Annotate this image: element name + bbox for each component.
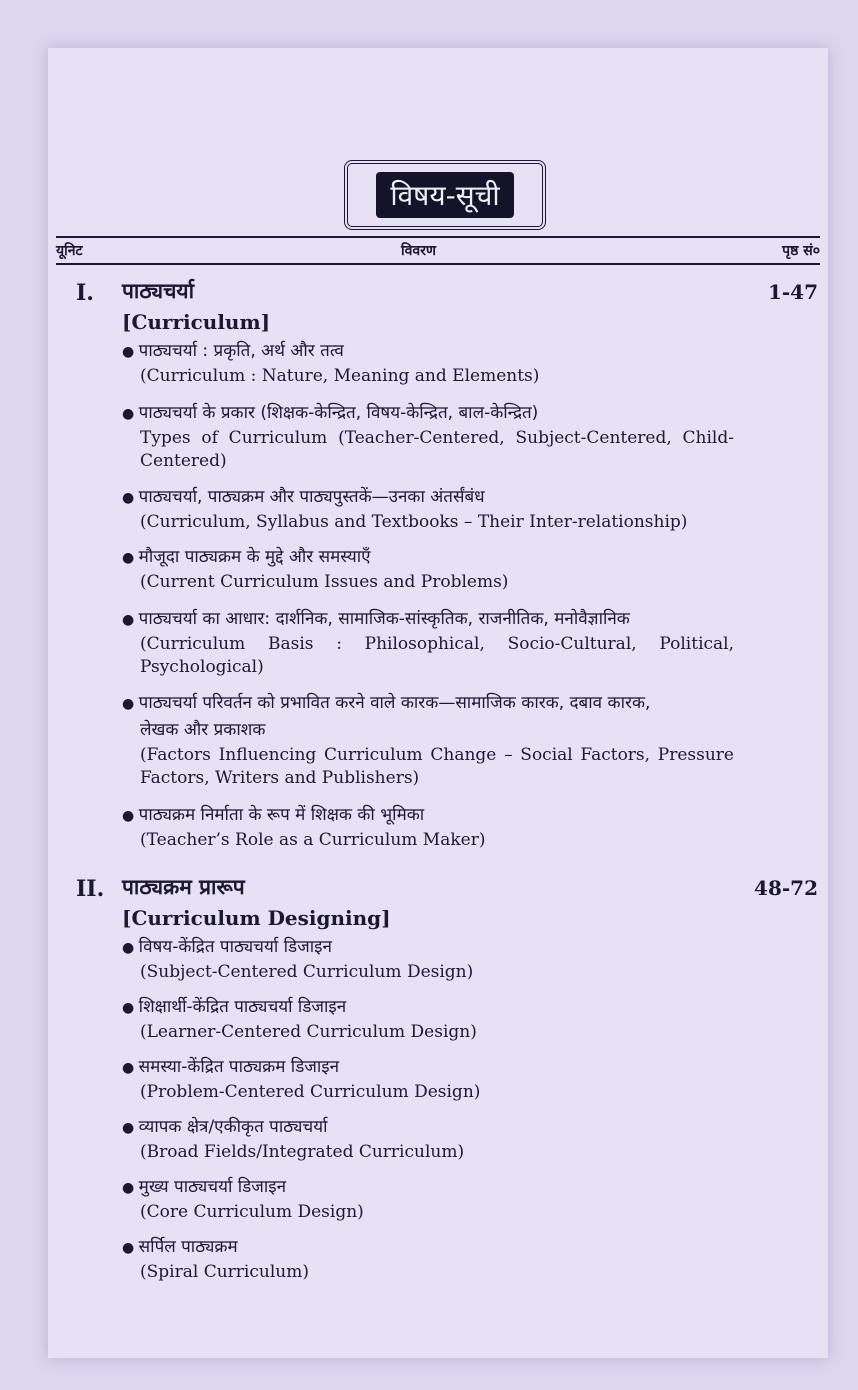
entry-hindi: ● पाठ्यचर्या परिवर्तन को प्रभावित करने वाले कारक—सामाजिक कारक, दबाव कारक, <box>122 690 734 717</box>
entry-hindi: ● समस्या-केंद्रित पाठ्यक्रम डिजाइन <box>122 1054 734 1081</box>
entry-english: (Broad Fields/Integrated Curriculum) <box>140 1142 465 1162</box>
entry-hindi: ● व्यापक क्षेत्र/एकीकृत पाठ्यचर्या <box>122 1114 734 1141</box>
header-bottom-rule <box>56 263 820 265</box>
entry-hindi: ● पाठ्यक्रम निर्माता के रूप में शिक्षक की भूमिका <box>122 802 734 829</box>
unit-title-english: [Curriculum] <box>122 310 271 334</box>
entry-english: (Current Curriculum Issues and Problems) <box>140 572 509 592</box>
toc-entry <box>122 934 734 984</box>
entry-english: (Learner-Centered Curriculum Design) <box>140 1022 477 1042</box>
unit-title-hindi: पाठ्यचर्या <box>122 279 195 303</box>
entry-hindi: ● मौजूदा पाठ्यक्रम के मुद्दे और समस्याएँ <box>122 544 734 571</box>
unit-title-english: [Curriculum Designing] <box>122 906 391 930</box>
toc-entry <box>122 1114 734 1164</box>
entry-english: (Problem-Centered Curriculum Design) <box>140 1082 481 1102</box>
toc-entry <box>122 802 734 852</box>
entry-english: (Teacher’s Role as a Curriculum Maker) <box>140 830 486 850</box>
unit-numeral: I. <box>76 280 94 306</box>
entry-hindi: ● पाठ्यचर्या के प्रकार (शिक्षक-केन्द्रित, विषय-केन्द्रित, बाल-केन्द्रित) <box>122 400 734 427</box>
toc-title: विषय-सूची <box>376 172 513 218</box>
header-top-rule <box>56 236 820 238</box>
entry-english: (Subject-Centered Curriculum Design) <box>140 962 474 982</box>
entry-english: (Spiral Curriculum) <box>140 1262 309 1282</box>
header-unit: यूनिट <box>56 243 83 259</box>
entry-hindi: ● पाठ्यचर्या : प्रकृति, अर्थ और तत्व <box>122 338 734 365</box>
toc-entry <box>122 338 734 388</box>
header-description: विवरण <box>401 243 437 259</box>
toc-entry <box>122 690 734 790</box>
entry-english: (Curriculum, Syllabus and Textbooks – Their Inter-relationship) <box>140 512 688 532</box>
toc-entry <box>122 1174 734 1224</box>
header-page-no: पृष्ठ सं० <box>782 243 820 259</box>
toc-entry <box>122 606 734 679</box>
toc-page <box>48 48 828 1358</box>
entry-english: (Curriculum Basis : Philosophical, Socio-Cultural, Political, Psychological) <box>140 634 734 677</box>
entry-english: (Curriculum : Nature, Meaning and Elements) <box>140 366 540 386</box>
toc-entry <box>122 400 734 473</box>
entry-hindi: ● शिक्षार्थी-केंद्रित पाठ्यचर्या डिजाइन <box>122 994 734 1021</box>
unit-title-hindi: पाठ्यक्रम प्रारूप <box>122 875 245 899</box>
entry-hindi: ● पाठ्यचर्या का आधार: दार्शनिक, सामाजिक-सांस्कृतिक, राजनीतिक, मनोवैज्ञानिक <box>122 606 734 633</box>
toc-title-frame <box>344 160 546 230</box>
entry-hindi: ● सर्पिल पाठ्यक्रम <box>122 1234 734 1261</box>
entry-hindi-continued: लेखक और प्रकाशक <box>140 720 266 740</box>
toc-entry <box>122 544 734 594</box>
unit-page-range: 1-47 <box>767 280 818 304</box>
entry-hindi: ● पाठ्यचर्या, पाठ्यक्रम और पाठ्यपुस्तकें—उनका अंतर्संबंध <box>122 484 734 511</box>
toc-entry <box>122 994 734 1044</box>
toc-entry <box>122 1054 734 1104</box>
entry-hindi: ● मुख्य पाठ्यचर्या डिजाइन <box>122 1174 734 1201</box>
toc-entry <box>122 1234 734 1284</box>
entry-english: (Core Curriculum Design) <box>140 1202 364 1222</box>
entry-english: (Factors Influencing Curriculum Change – Social Factors, Pressure Factors, Writers and Publishers) <box>140 745 734 788</box>
entry-hindi: ● विषय-केंद्रित पाठ्यचर्या डिजाइन <box>122 934 734 961</box>
unit-page-range: 48-72 <box>754 876 818 900</box>
unit-numeral: II. <box>76 876 105 902</box>
entry-english: Types of Curriculum (Teacher-Centered, Subject-Centered, Child-Centered) <box>140 428 734 471</box>
toc-entry <box>122 484 734 534</box>
